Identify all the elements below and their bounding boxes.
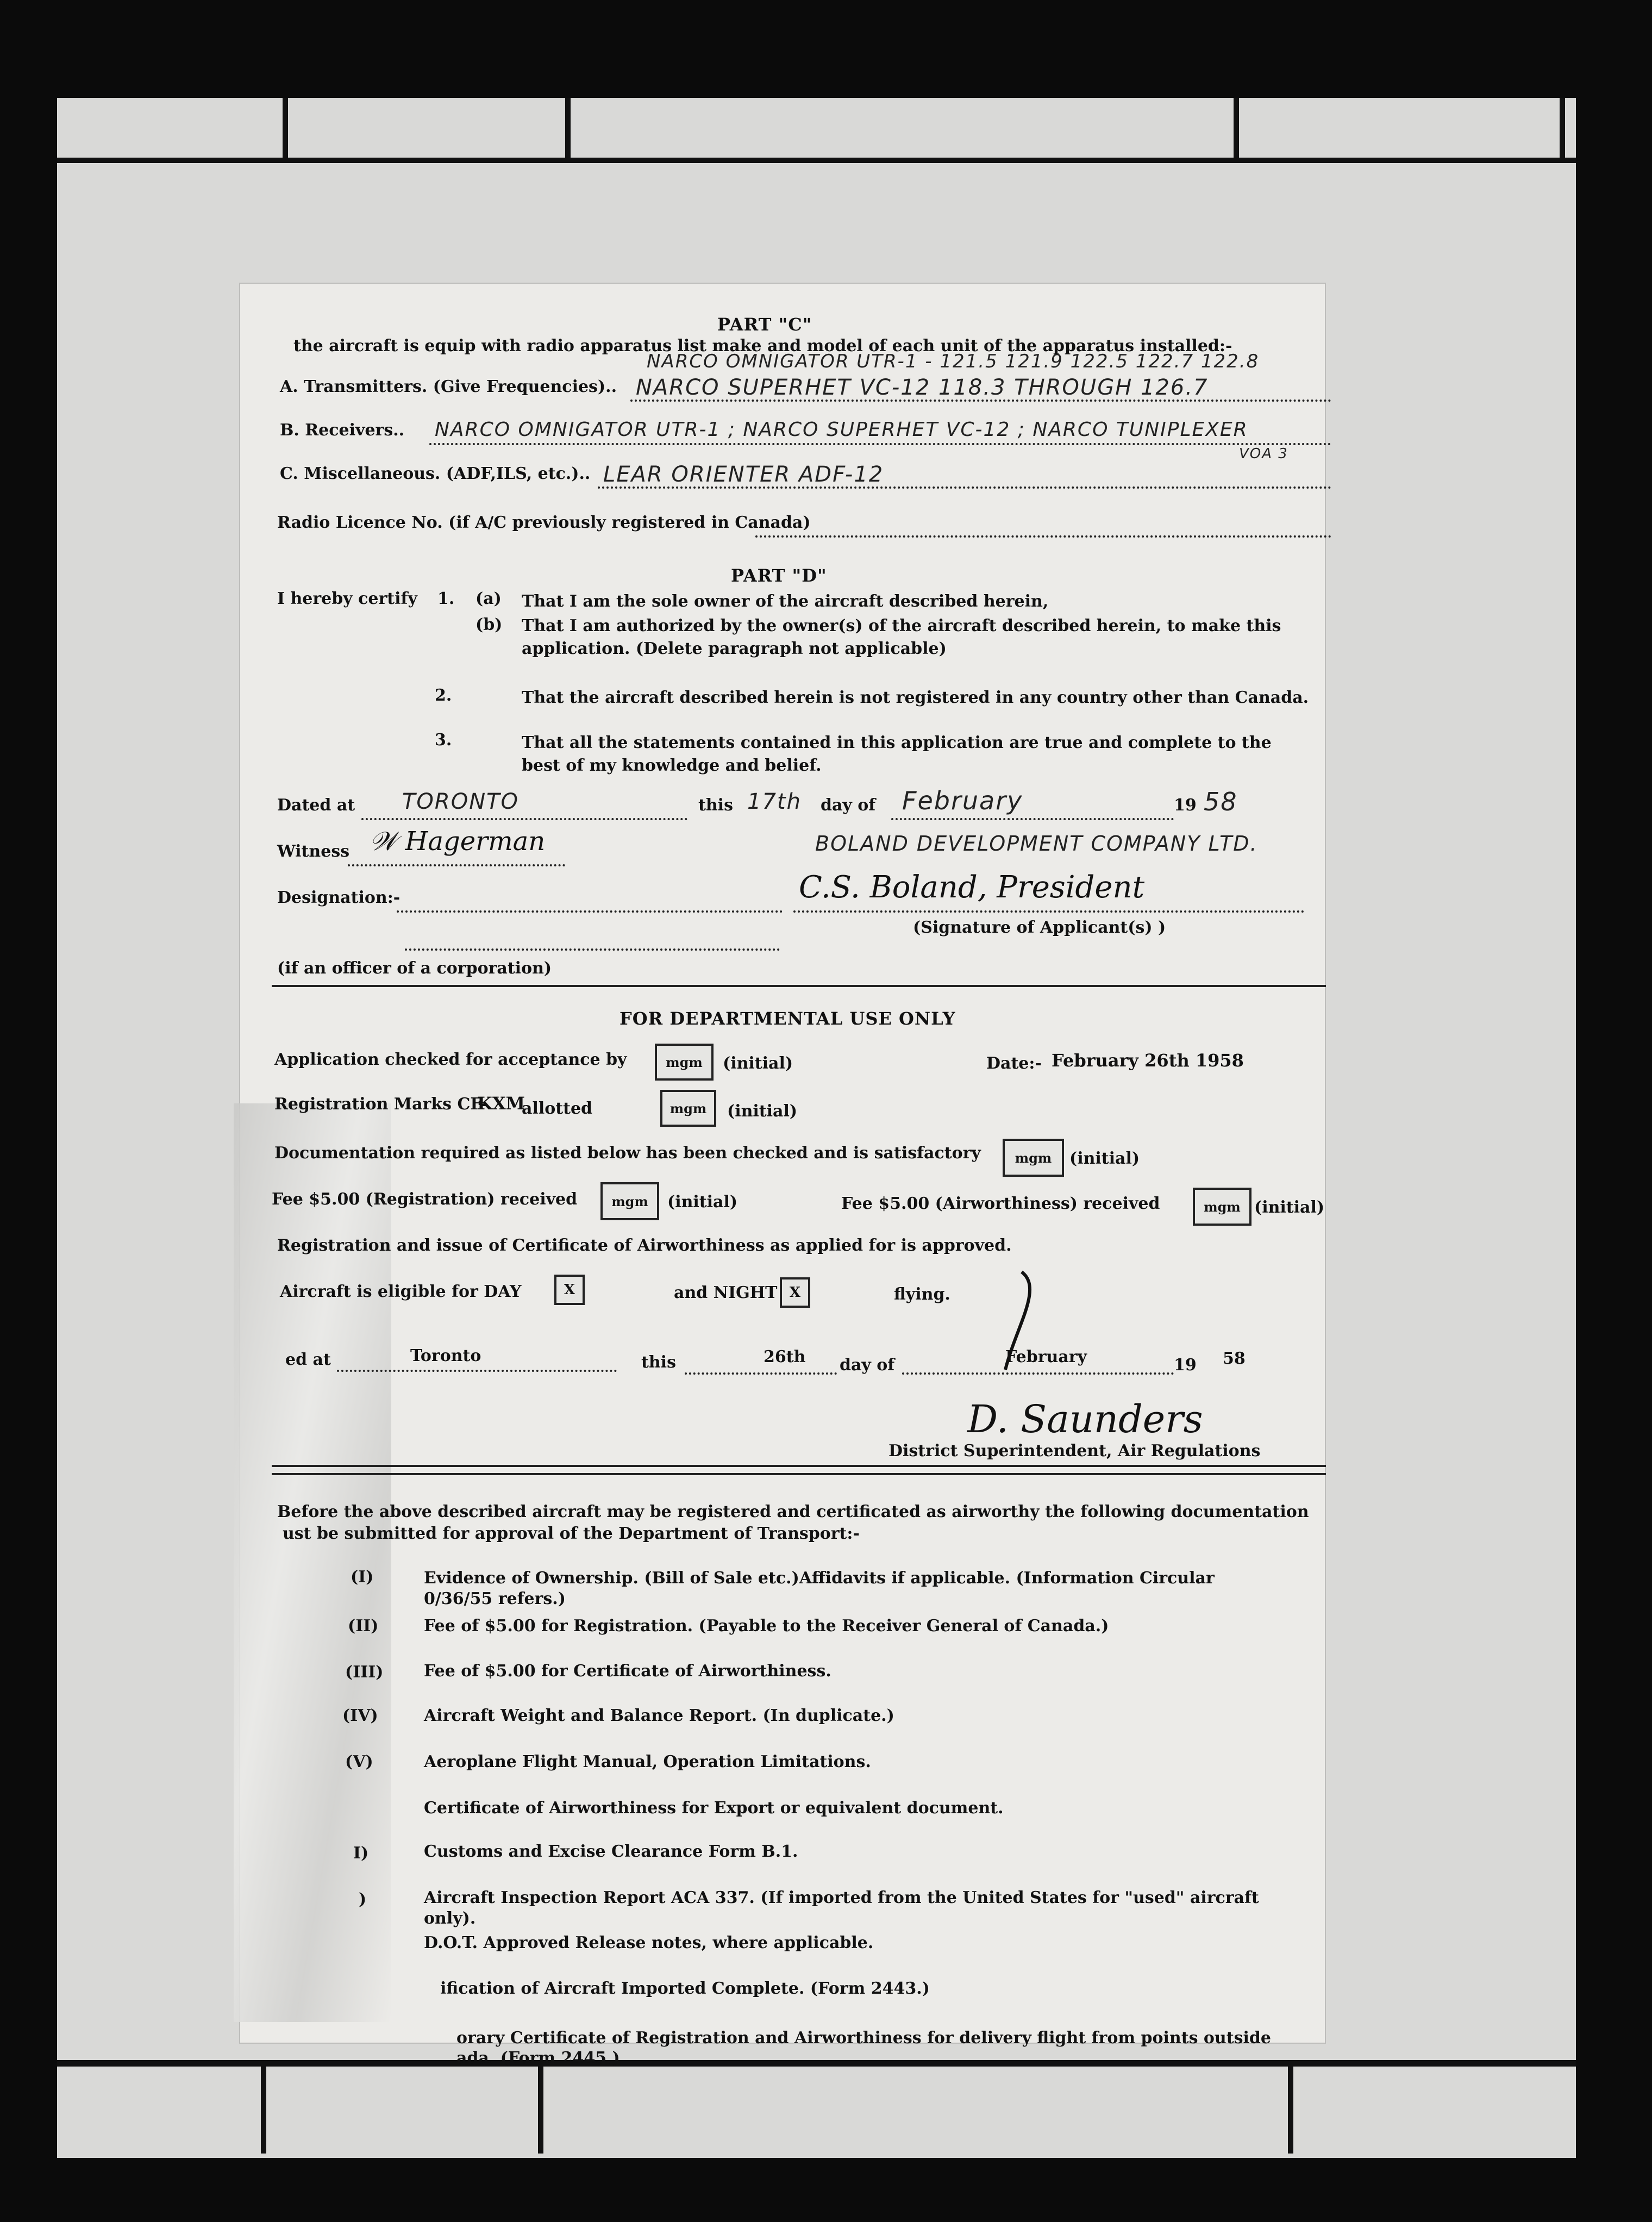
dept-year-prefix: 19 (1174, 1356, 1197, 1375)
dotted-line (348, 864, 565, 866)
handwritten-radio-list: NARCO OMNIGATOR UTR-1 - 121.5 121.9 122.5 122.7 122.8 (647, 351, 1260, 372)
date-label: Date:- (986, 1054, 1042, 1073)
doc-text: Fee of $5.00 for Certificate of Airworthiness. (424, 1662, 831, 1681)
designation-label: Designation:- (277, 888, 401, 907)
certify-label: I hereby certify (277, 589, 417, 608)
part-c-intro: the aircraft is equip with radio apparatus list make and model of each unit of the apparatus installed:- (293, 336, 1232, 355)
dotted-line (361, 818, 687, 820)
approval-statement: Registration and issue of Certificate of Airworthiness as applied for is approved. (277, 1236, 1012, 1255)
initial-box: mgm (660, 1090, 716, 1127)
dotted-line (337, 1370, 617, 1372)
dotted-line (793, 910, 1304, 913)
misc-value: LEAR ORIENTER ADF-12 (603, 462, 884, 487)
initial-label: (initial) (727, 1102, 798, 1121)
doc-text: Aircraft Inspection Report ACA 337. (If imported from the United States for "used" aircraft (424, 1888, 1259, 1907)
divider (272, 985, 1326, 987)
item-3-text: That all the statements contained in this application are true and complete to the (522, 733, 1272, 752)
double-rule-bottom (272, 1473, 1326, 1475)
doc-text: orary Certificate of Registration and Airworthiness for delivery flight from points outside (456, 2028, 1271, 2048)
initial-box: mgm (600, 1182, 659, 1220)
item-a-text: That I am the sole owner of the aircraft described herein, (522, 592, 1049, 611)
dotted-line (685, 1372, 837, 1375)
doc-text: D.O.T. Approved Release notes, where applicable. (424, 1933, 874, 1952)
item-3-text-2: best of my knowledge and belief. (522, 756, 822, 775)
bottom-divider (261, 2067, 266, 2154)
officer-note: (if an officer of a corporation) (277, 959, 552, 978)
signature-caption: (Signature of Applicant(s) ) (913, 918, 1166, 937)
dept-year-value: 58 (1223, 1349, 1246, 1368)
doc-text: Customs and Excise Clearance Form B.1. (424, 1842, 798, 1861)
doc-num: (V) (345, 1752, 373, 1771)
double-rule-top (272, 1465, 1326, 1467)
receivers-value-2: VOA 3 (1239, 446, 1288, 462)
item-b-text-2: application. (Delete paragraph not applicable) (522, 639, 947, 658)
top-divider (1560, 98, 1565, 158)
initial-box: mgm (655, 1044, 714, 1081)
dotted-line (891, 818, 1174, 820)
doc-num: ) (359, 1890, 367, 1909)
bottom-divider (538, 2067, 543, 2154)
part-d-heading: PART "D" (731, 565, 827, 586)
witness-signature: 𝒲 Hagerman (370, 826, 546, 857)
docs-intro-2: ust be submitted for approval of the Department of Transport:- (283, 1524, 860, 1543)
transmitters-value: NARCO SUPERHET VC-12 118.3 THROUGH 126.7 (636, 375, 1209, 400)
superintendent-caption: District Superintendent, Air Regulations (888, 1441, 1261, 1460)
item-b-text: That I am authorized by the owner(s) of the aircraft described herein, to make this (522, 616, 1281, 635)
and-night-label: and NIGHT (674, 1283, 778, 1302)
reg-marks-value: KXM (477, 1093, 525, 1114)
day-of-label: day of (821, 796, 876, 815)
initial-label: (initial) (1069, 1149, 1140, 1168)
receivers-value: NARCO OMNIGATOR UTR-1 ; NARCO SUPERHET VC-12 ; NARCO TUNIPLEXER (435, 419, 1248, 441)
company-name: BOLAND DEVELOPMENT COMPANY LTD. (815, 832, 1258, 856)
night-checkbox[interactable]: X (780, 1277, 810, 1308)
fee-reg-label: Fee $5.00 (Registration) received (272, 1190, 578, 1209)
doc-num: (III) (345, 1663, 384, 1682)
fee-air-label: Fee $5.00 (Airworthiness) received (841, 1194, 1160, 1213)
reg-marks-label: Registration Marks CF- (274, 1095, 488, 1114)
doc-num: (IV) (342, 1706, 378, 1725)
item-3-num: 3. (435, 731, 452, 750)
date-value: February 26th 1958 (1052, 1050, 1244, 1071)
docs-intro: Before the above described aircraft may be registered and certificated as airworthy the following documentation (277, 1502, 1309, 1521)
dept-day-value: 26th (764, 1347, 806, 1366)
year-value: 58 (1204, 787, 1238, 816)
doc-num: I) (353, 1844, 369, 1863)
doc-num: (I) (351, 1568, 374, 1587)
dated-place: TORONTO (402, 789, 520, 814)
doc-text: Evidence of Ownership. (Bill of Sale etc.)Affidavits if applicable. (Information Circular (424, 1569, 1215, 1588)
top-divider (565, 98, 571, 158)
dept-dated-at: ed at (285, 1350, 331, 1369)
receivers-label: B. Receivers.. (280, 421, 405, 440)
dept-heading: FOR DEPARTMENTAL USE ONLY (620, 1008, 956, 1029)
eligible-day-label: Aircraft is eligible for DAY (280, 1282, 522, 1301)
month-value: February (902, 786, 1023, 815)
top-rule (57, 158, 1576, 163)
witness-label: Witness (277, 842, 350, 861)
this-label: this (698, 796, 733, 815)
item-1-num: 1. (437, 589, 455, 608)
dotted-line (755, 535, 1331, 538)
item-2-num: 2. (435, 686, 452, 705)
doc-text: Certificate of Airworthiness for Export or equivalent document. (424, 1799, 1004, 1818)
misc-label: C. Miscellaneous. (ADF,ILS, etc.).. (280, 464, 591, 483)
bottom-rule (57, 2060, 1576, 2067)
applicant-signature: C.S. Boland, President (799, 870, 1145, 905)
doc-text: ification of Aircraft Imported Complete. (Form 2443.) (440, 1979, 930, 1998)
part-c-heading: PART "C" (717, 314, 812, 335)
app-checked-label: Application checked for acceptance by (274, 1050, 627, 1069)
year-prefix: 19 (1174, 796, 1197, 815)
doc-num: (II) (348, 1616, 379, 1636)
radio-licence-label: Radio Licence No. (if A/C previously registered in Canada) (277, 513, 811, 532)
approval-flourish (984, 1266, 1060, 1375)
doc-text: Aeroplane Flight Manual, Operation Limitations. (424, 1752, 871, 1771)
flying-label: flying. (894, 1285, 950, 1304)
dept-this-label: this (641, 1353, 676, 1372)
documentation-checked: Documentation required as listed below has been checked and is satisfactory (274, 1144, 981, 1163)
transmitters-label: A. Transmitters. (Give Frequencies).. (280, 377, 617, 396)
item-a-label: (a) (475, 589, 502, 608)
doc-text: Aircraft Weight and Balance Report. (In duplicate.) (424, 1706, 894, 1725)
top-divider (1234, 98, 1239, 158)
item-2-text: That the aircraft described herein is not registered in any country other than Canada. (522, 688, 1309, 707)
dotted-line (429, 443, 1331, 445)
doc-text: Fee of $5.00 for Registration. (Payable to the Receiver General of Canada.) (424, 1616, 1109, 1636)
item-b-label: (b) (475, 615, 503, 634)
doc-text-2: only). (424, 1909, 476, 1928)
dept-month-value: February (1005, 1347, 1087, 1366)
dotted-line (405, 948, 780, 951)
initial-box: mgm (1003, 1139, 1064, 1177)
initial-box: mgm (1193, 1188, 1251, 1226)
initial-label: (initial) (1254, 1198, 1325, 1217)
dept-dated-place: Toronto (410, 1346, 481, 1365)
form-sheet (239, 283, 1326, 2044)
allotted-label: allotted (522, 1099, 593, 1118)
superintendent-signature: D. Saunders (967, 1397, 1203, 1441)
initial-label: (initial) (667, 1193, 738, 1212)
day-checkbox[interactable]: X (554, 1275, 585, 1305)
dotted-line (397, 910, 783, 913)
initial-label: (initial) (723, 1054, 793, 1073)
bottom-divider (1288, 2067, 1293, 2154)
doc-text-2: 0/36/55 refers.) (424, 1589, 566, 1608)
dept-day-of-label: day of (840, 1356, 895, 1375)
day-value: 17th (747, 789, 802, 814)
top-divider (283, 98, 288, 158)
doc-text-2: ada. (Form 2445.) (456, 2049, 620, 2068)
dated-at-label: Dated at (277, 796, 355, 815)
